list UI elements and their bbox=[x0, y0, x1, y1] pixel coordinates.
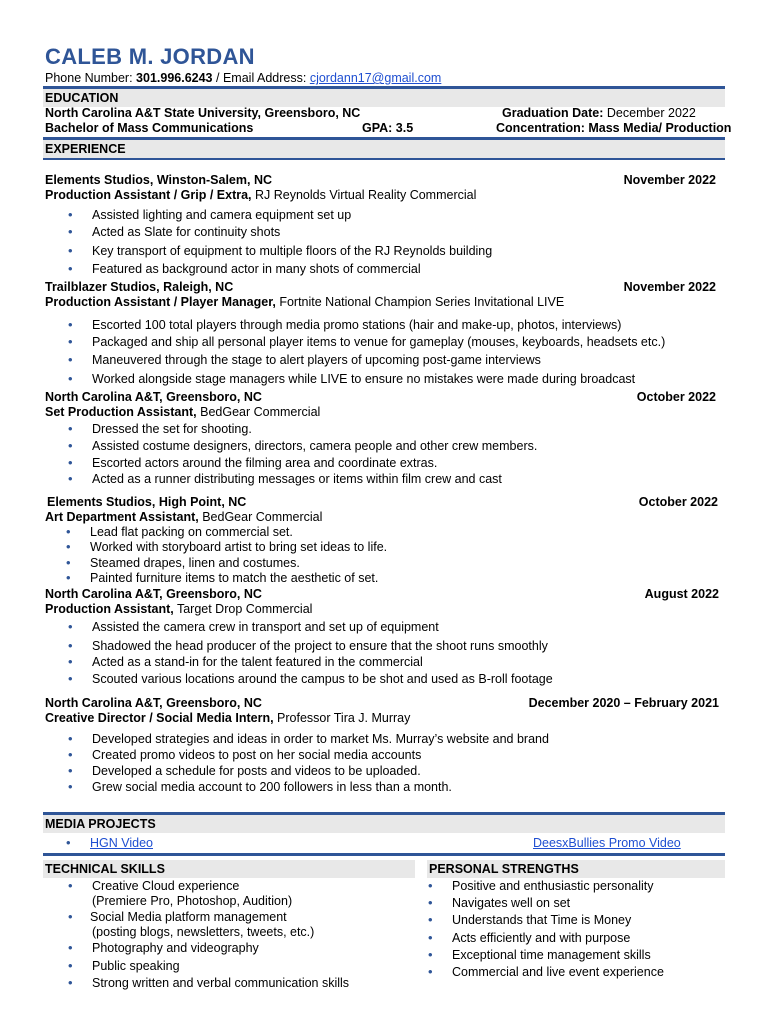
job-role: Production Assistant / Player Manager, bbox=[45, 295, 276, 309]
education-concentration: Concentration: Mass Media/ Production bbox=[496, 121, 732, 135]
deesxbullies-video-link[interactable]: DeesxBullies Promo Video bbox=[533, 836, 681, 850]
job-bullet: Lead flat packing on commercial set. bbox=[90, 525, 293, 539]
graduation-info bbox=[502, 106, 696, 121]
job-bullet: Painted furniture items to match the aesthetic of set. bbox=[90, 571, 379, 585]
job-bullet: Escorted 100 total players through media promo stations (hair and make-up, photos, interviews) bbox=[92, 318, 622, 332]
job-organization: North Carolina A&T, Greensboro, NC bbox=[45, 587, 262, 601]
technical-skill: Strong written and verbal communication skills bbox=[92, 976, 350, 990]
bullet-icon: • bbox=[68, 878, 73, 893]
graduation-date: December 2022 bbox=[606, 106, 696, 120]
job-project: Target Drop Commercial bbox=[173, 602, 313, 616]
job-bullet: Assisted lighting and camera equipment set up bbox=[92, 208, 352, 222]
job-organization: Elements Studios, Winston-Salem, NC bbox=[45, 173, 273, 187]
bullet-icon: • bbox=[68, 940, 73, 955]
bullet-icon: • bbox=[68, 334, 73, 349]
job-date: October 2022 bbox=[638, 495, 718, 509]
skills-rule bbox=[43, 853, 725, 856]
job-bullet: Assisted the camera crew in transport and set up of equipment bbox=[92, 620, 439, 634]
job-role-line bbox=[45, 405, 320, 420]
job-bullet: Acted as a runner distributing messages or items within film crew and cast bbox=[92, 472, 502, 486]
bullet-icon: • bbox=[68, 638, 73, 653]
job-date: October 2022 bbox=[636, 390, 716, 404]
bullet-icon: • bbox=[68, 747, 73, 762]
personal-strength: Acts efficiently and with purpose bbox=[452, 931, 631, 945]
graduation-label: Graduation Date: bbox=[502, 106, 604, 120]
job-role-line bbox=[45, 711, 410, 726]
bullet-icon: • bbox=[68, 438, 73, 453]
job-bullet: Shadowed the head producer of the project to ensure that the shoot runs smoothly bbox=[92, 639, 548, 653]
job-bullet: Developed a schedule for posts and videos to be uploaded. bbox=[92, 764, 421, 778]
email-label: Email Address: bbox=[222, 71, 307, 85]
job-role: Art Department Assistant, bbox=[45, 510, 199, 524]
bullet-icon: • bbox=[68, 352, 73, 367]
personal-strength: Understands that Time is Money bbox=[452, 913, 632, 927]
job-bullet: Acted as a stand-in for the talent featured in the commercial bbox=[92, 655, 423, 669]
job-bullet: Developed strategies and ideas in order to market Ms. Murray’s website and brand bbox=[92, 732, 549, 746]
experience-heading: EXPERIENCE bbox=[43, 140, 725, 158]
bullet-icon: • bbox=[66, 539, 71, 554]
bullet-icon: • bbox=[66, 835, 71, 850]
technical-skills-heading: TECHNICAL SKILLS bbox=[43, 860, 415, 878]
job-bullet: Dressed the set for shooting. bbox=[92, 422, 252, 436]
experience-rule bbox=[43, 158, 725, 160]
hgn-video-link[interactable]: HGN Video bbox=[90, 836, 153, 850]
bullet-icon: • bbox=[68, 455, 73, 470]
bullet-icon: • bbox=[66, 555, 71, 570]
personal-strength: Navigates well on set bbox=[452, 896, 571, 910]
bullet-icon: • bbox=[68, 261, 73, 276]
job-role-line bbox=[45, 295, 564, 310]
contact-line bbox=[45, 71, 441, 85]
job-organization: North Carolina A&T, Greensboro, NC bbox=[45, 696, 262, 710]
personal-strength: Positive and enthusiastic personality bbox=[452, 879, 654, 893]
job-role: Production Assistant / Grip / Extra, bbox=[45, 188, 252, 202]
bullet-icon: • bbox=[428, 878, 433, 893]
education-gpa: GPA: 3.5 bbox=[362, 121, 414, 135]
job-role: Creative Director / Social Media Intern, bbox=[45, 711, 274, 725]
bullet-icon: • bbox=[68, 207, 73, 222]
bullet-icon: • bbox=[68, 763, 73, 778]
personal-strength: Commercial and live event experience bbox=[452, 965, 664, 979]
job-project: Professor Tira J. Murray bbox=[273, 711, 411, 725]
job-project: BedGear Commercial bbox=[196, 405, 321, 419]
job-project: RJ Reynolds Virtual Reality Commercial bbox=[251, 188, 477, 202]
job-role: Set Production Assistant, bbox=[45, 405, 197, 419]
job-bullet: Created promo videos to post on her social media accounts bbox=[92, 748, 422, 762]
job-bullet: Assisted costume designers, directors, camera people and other crew members. bbox=[92, 439, 538, 453]
job-project: Fortnite National Champion Series Invitational LIVE bbox=[275, 295, 565, 309]
education-school: North Carolina A&T State University, Greensboro, NC bbox=[45, 106, 361, 120]
job-bullet: Steamed drapes, linen and costumes. bbox=[90, 556, 300, 570]
job-bullet: Worked alongside stage managers while LIVE to ensure no mistakes were made during broadcast bbox=[92, 372, 636, 386]
personal-strengths-heading: PERSONAL STRENGTHS bbox=[427, 860, 725, 878]
bullet-icon: • bbox=[68, 317, 73, 332]
bullet-icon: • bbox=[68, 958, 73, 973]
phone-number: 301.996.6243 bbox=[136, 71, 213, 85]
job-bullet: Key transport of equipment to multiple floors of the RJ Reynolds building bbox=[92, 244, 493, 258]
job-organization: North Carolina A&T, Greensboro, NC bbox=[45, 390, 262, 404]
job-bullet: Featured as background actor in many shots of commercial bbox=[92, 262, 421, 276]
education-heading: EDUCATION bbox=[43, 89, 725, 107]
job-bullet: Grew social media account to 200 followers in less than a month. bbox=[92, 780, 452, 794]
bullet-icon: • bbox=[428, 964, 433, 979]
job-role-line bbox=[45, 510, 322, 525]
job-role-line bbox=[45, 188, 476, 203]
job-date: November 2022 bbox=[623, 280, 716, 294]
phone-label: Phone Number: bbox=[45, 71, 133, 85]
bullet-icon: • bbox=[68, 371, 73, 386]
job-organization: Trailblazer Studios, Raleigh, NC bbox=[45, 280, 234, 294]
personal-strength: Exceptional time management skills bbox=[452, 948, 651, 962]
bullet-icon: • bbox=[68, 619, 73, 634]
job-date: November 2022 bbox=[623, 173, 716, 187]
email-link[interactable]: cjordann17@gmail.com bbox=[309, 71, 442, 85]
job-project: BedGear Commercial bbox=[198, 510, 323, 524]
bullet-icon: • bbox=[66, 570, 71, 585]
bullet-icon: • bbox=[428, 947, 433, 962]
job-role-line bbox=[45, 602, 312, 617]
bullet-icon: • bbox=[68, 909, 73, 924]
job-bullet: Packaged and ship all personal player items to venue for gameplay (mouses, keyboards, headsets etc.) bbox=[92, 335, 666, 349]
bullet-icon: • bbox=[68, 731, 73, 746]
job-date: December 2020 – February 2021 bbox=[528, 696, 719, 710]
job-bullet: Escorted actors around the filming area and coordinate extras. bbox=[92, 456, 438, 470]
job-bullet: Worked with storyboard artist to bring set ideas to life. bbox=[90, 540, 388, 554]
bullet-icon: • bbox=[428, 912, 433, 927]
bullet-icon: • bbox=[68, 421, 73, 436]
bullet-icon: • bbox=[68, 243, 73, 258]
candidate-name: CALEB M. JORDAN bbox=[45, 44, 255, 69]
job-bullet: Acted as Slate for continuity shots bbox=[92, 225, 281, 239]
media-projects-heading: MEDIA PROJECTS bbox=[43, 815, 725, 833]
bullet-icon: • bbox=[66, 524, 71, 539]
bullet-icon: • bbox=[68, 224, 73, 239]
technical-skill: Creative Cloud experience bbox=[92, 879, 240, 893]
bullet-icon: • bbox=[428, 895, 433, 910]
technical-skill: Social Media platform management bbox=[90, 910, 287, 924]
technical-skill: Public speaking bbox=[92, 959, 180, 973]
job-bullet: Scouted various locations around the campus to be shot and used as B-roll footage bbox=[92, 672, 553, 686]
bullet-icon: • bbox=[68, 671, 73, 686]
contact-separator: / bbox=[216, 71, 220, 85]
job-bullet: Maneuvered through the stage to alert players of upcoming post-game interviews bbox=[92, 353, 541, 367]
bullet-icon: • bbox=[68, 471, 73, 486]
bullet-icon: • bbox=[68, 779, 73, 794]
technical-skill: Photography and videography bbox=[92, 941, 259, 955]
job-date: August 2022 bbox=[644, 587, 719, 601]
job-organization: Elements Studios, High Point, NC bbox=[47, 495, 247, 509]
bullet-icon: • bbox=[428, 930, 433, 945]
education-degree: Bachelor of Mass Communications bbox=[45, 121, 254, 135]
job-role: Production Assistant, bbox=[45, 602, 174, 616]
bullet-icon: • bbox=[68, 654, 73, 669]
technical-skill: (posting blogs, newsletters, tweets, etc.) bbox=[92, 925, 315, 939]
bullet-icon: • bbox=[68, 975, 73, 990]
technical-skill: (Premiere Pro, Photoshop, Audition) bbox=[92, 894, 293, 908]
